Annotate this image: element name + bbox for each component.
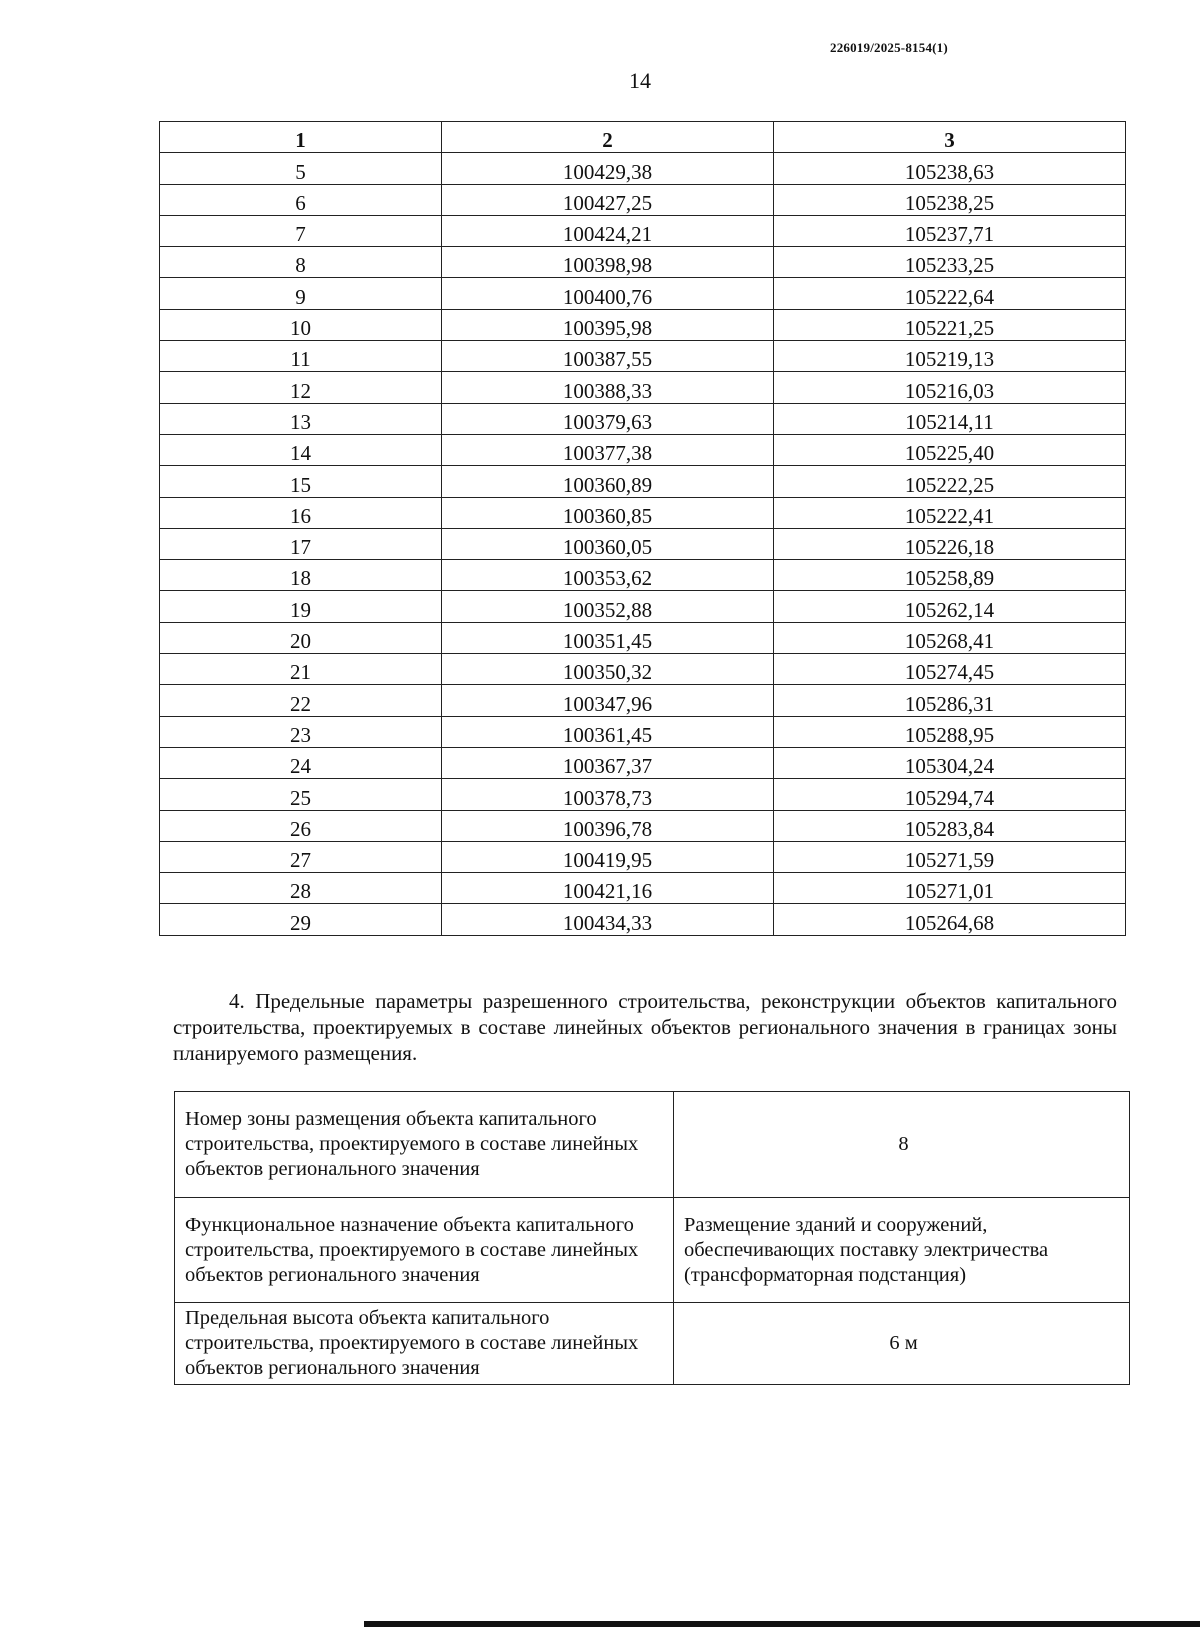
y-coordinate-cell: 105226,18 (774, 528, 1126, 559)
max-height-value: 6 м (674, 1303, 1130, 1385)
point-number-cell: 19 (160, 591, 442, 622)
table-row (160, 810, 1126, 841)
y-coordinate-cell: 105219,13 (774, 341, 1126, 372)
x-coordinate-cell: 100367,37 (442, 747, 774, 778)
table-row (160, 560, 1126, 591)
parameters-table (174, 1091, 1130, 1385)
table-row (160, 779, 1126, 810)
scan-bottom-edge-divider (364, 1621, 1200, 1627)
x-coordinate-cell: 100387,55 (442, 341, 774, 372)
point-number-cell: 28 (160, 873, 442, 904)
y-coordinate-cell: 105271,01 (774, 873, 1126, 904)
y-coordinate-cell: 105286,31 (774, 685, 1126, 716)
point-number-cell: 21 (160, 654, 442, 685)
y-coordinate-cell: 105304,24 (774, 747, 1126, 778)
table-row (175, 1092, 1130, 1198)
x-coordinate-cell: 100398,98 (442, 247, 774, 278)
zone-number-label: Номер зоны размещения объекта капитального строительства, проектируемого в составе линейных объектов регионального значения (175, 1092, 674, 1198)
x-coordinate-cell: 100360,05 (442, 528, 774, 559)
point-number-cell: 15 (160, 466, 442, 497)
point-number-cell: 24 (160, 747, 442, 778)
y-coordinate-cell: 105294,74 (774, 779, 1126, 810)
y-coordinate-cell: 105237,71 (774, 215, 1126, 246)
table-row (175, 1198, 1130, 1303)
point-number-cell: 18 (160, 560, 442, 591)
point-number-cell: 17 (160, 528, 442, 559)
max-height-label: Предельная высота объекта капитального строительства, проектируемого в составе линейных объектов регионального значения (175, 1303, 674, 1385)
table-row (160, 247, 1126, 278)
table-row (160, 716, 1126, 747)
table-row (160, 685, 1126, 716)
point-number-cell: 7 (160, 215, 442, 246)
point-number-cell: 20 (160, 622, 442, 653)
x-coordinate-cell: 100395,98 (442, 309, 774, 340)
point-number-cell: 13 (160, 403, 442, 434)
point-number-cell: 10 (160, 309, 442, 340)
table-row (160, 873, 1126, 904)
table-row (160, 841, 1126, 872)
x-coordinate-cell: 100419,95 (442, 841, 774, 872)
y-coordinate-cell: 105222,25 (774, 466, 1126, 497)
y-coordinate-cell: 105274,45 (774, 654, 1126, 685)
table-row (160, 434, 1126, 465)
x-coordinate-cell: 100434,33 (442, 904, 774, 935)
table-row (160, 528, 1126, 559)
table-row (160, 341, 1126, 372)
y-coordinate-cell: 105238,63 (774, 153, 1126, 184)
coordinates-table-header-row (160, 122, 1126, 153)
y-coordinate-cell: 105225,40 (774, 434, 1126, 465)
x-coordinate-cell: 100361,45 (442, 716, 774, 747)
x-coordinate-cell: 100347,96 (442, 685, 774, 716)
point-number-cell: 5 (160, 153, 442, 184)
x-coordinate-cell: 100377,38 (442, 434, 774, 465)
point-number-cell: 6 (160, 184, 442, 215)
point-number-cell: 22 (160, 685, 442, 716)
x-coordinate-cell: 100378,73 (442, 779, 774, 810)
x-coordinate-cell: 100350,32 (442, 654, 774, 685)
point-number-cell: 9 (160, 278, 442, 309)
coordinates-table-body (160, 153, 1126, 935)
table-row (160, 654, 1126, 685)
x-coordinate-cell: 100400,76 (442, 278, 774, 309)
x-coordinate-cell: 100353,62 (442, 560, 774, 591)
y-coordinate-cell: 105216,03 (774, 372, 1126, 403)
y-coordinate-cell: 105214,11 (774, 403, 1126, 434)
x-coordinate-cell: 100424,21 (442, 215, 774, 246)
y-coordinate-cell: 105283,84 (774, 810, 1126, 841)
coordinates-table (159, 121, 1126, 936)
y-coordinate-cell: 105288,95 (774, 716, 1126, 747)
x-coordinate-cell: 100396,78 (442, 810, 774, 841)
y-coordinate-cell: 105222,64 (774, 278, 1126, 309)
y-coordinate-cell: 105268,41 (774, 622, 1126, 653)
table-row (160, 622, 1126, 653)
x-coordinate-cell: 100421,16 (442, 873, 774, 904)
y-coordinate-cell: 105258,89 (774, 560, 1126, 591)
table-row (160, 497, 1126, 528)
section-4-paragraph: 4. Предельные параметры разрешенного строительства, реконструкции объектов капитального строительства, проектируемых в составе линейных объектов регионального значения в границах зоны планируемого размещения. (173, 989, 1117, 1065)
point-number-cell: 16 (160, 497, 442, 528)
y-coordinate-cell: 105271,59 (774, 841, 1126, 872)
point-number-cell: 23 (160, 716, 442, 747)
point-number-cell: 27 (160, 841, 442, 872)
table-row (160, 153, 1126, 184)
table-row (160, 184, 1126, 215)
y-coordinate-cell: 105262,14 (774, 591, 1126, 622)
x-coordinate-cell: 100388,33 (442, 372, 774, 403)
point-number-cell: 29 (160, 904, 442, 935)
table-row (160, 309, 1126, 340)
y-coordinate-cell: 105222,41 (774, 497, 1126, 528)
zone-number-value: 8 (674, 1092, 1130, 1198)
point-number-cell: 11 (160, 341, 442, 372)
x-coordinate-cell: 100360,89 (442, 466, 774, 497)
x-coordinate-cell: 100379,63 (442, 403, 774, 434)
table-row (160, 372, 1126, 403)
x-coordinate-cell: 100429,38 (442, 153, 774, 184)
point-number-cell: 25 (160, 779, 442, 810)
functional-purpose-label: Функциональное назначение объекта капитального строительства, проектируемого в составе линейных объектов регионального значения (175, 1198, 674, 1303)
x-coordinate-cell: 100427,25 (442, 184, 774, 215)
page-number: 14 (629, 68, 651, 93)
point-number-cell: 14 (160, 434, 442, 465)
functional-purpose-value: Размещение зданий и сооружений, обеспечивающих поставку электричества (трансформаторная подстанция) (674, 1198, 1130, 1303)
column-header-3: 3 (774, 122, 1126, 153)
y-coordinate-cell: 105233,25 (774, 247, 1126, 278)
y-coordinate-cell: 105238,25 (774, 184, 1126, 215)
y-coordinate-cell: 105221,25 (774, 309, 1126, 340)
table-row (160, 278, 1126, 309)
table-row (160, 747, 1126, 778)
column-header-1: 1 (160, 122, 442, 153)
x-coordinate-cell: 100360,85 (442, 497, 774, 528)
point-number-cell: 12 (160, 372, 442, 403)
x-coordinate-cell: 100352,88 (442, 591, 774, 622)
point-number-cell: 26 (160, 810, 442, 841)
document-registration-number: 226019/2025-8154(1) (830, 40, 948, 55)
table-row (160, 215, 1126, 246)
y-coordinate-cell: 105264,68 (774, 904, 1126, 935)
table-row (160, 403, 1126, 434)
point-number-cell: 8 (160, 247, 442, 278)
table-row (160, 904, 1126, 935)
table-row (160, 466, 1126, 497)
table-row (160, 591, 1126, 622)
x-coordinate-cell: 100351,45 (442, 622, 774, 653)
column-header-2: 2 (442, 122, 774, 153)
table-row (175, 1303, 1130, 1385)
